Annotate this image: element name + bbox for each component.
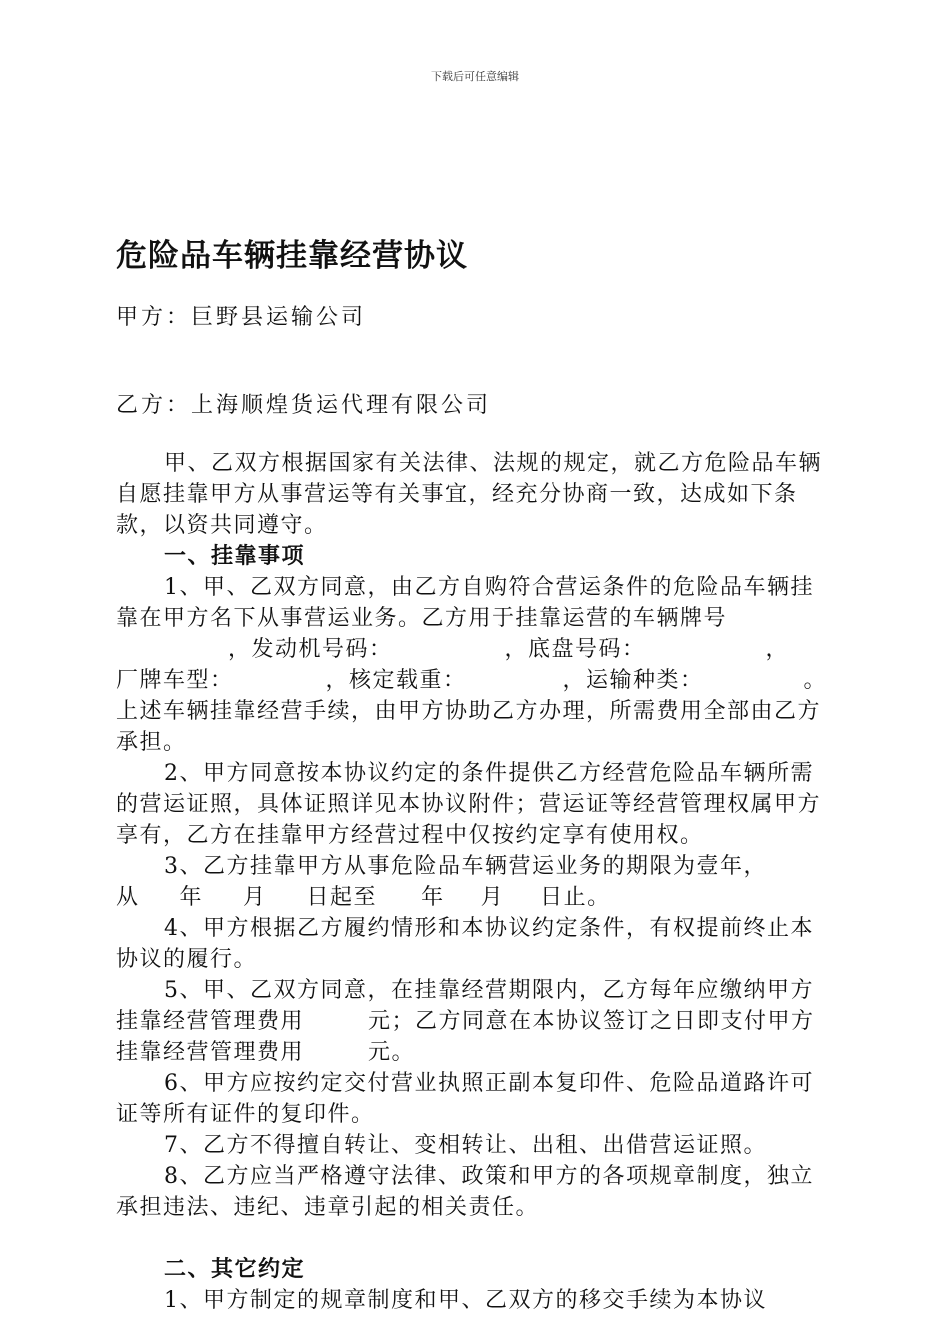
clause-1-1-text2: 上述车辆挂靠经营手续，由甲方协助乙方办理，所需费用全部由乙方承担。 [116, 699, 822, 755]
month-label: 月 [243, 885, 267, 910]
section-gap [116, 1223, 834, 1254]
comma: ， [765, 637, 790, 662]
section-1-heading: 一、挂靠事项 [164, 544, 306, 569]
clause-1-3-dates [116, 882, 834, 913]
end-year-label: 年 [421, 885, 445, 910]
end-day-label: 日止。 [540, 885, 611, 910]
section-2-heading: 二、其它约定 [164, 1257, 306, 1282]
clause-1-1-model-line [116, 665, 834, 696]
clause-1-3 [116, 851, 834, 882]
from-label: 从 [116, 885, 140, 910]
clause-1-3-text: 3、乙方挂靠甲方从事危险品车辆营运业务的期限为壹年， [164, 854, 767, 879]
year-label: 年 [179, 885, 204, 910]
clause-1-5-text: 5、甲、乙双方同意，在挂靠经营期限内，乙方每年应缴纳甲方挂靠经营管理费用 [116, 978, 814, 1034]
intro-paragraph: 甲、乙双方根据国家有关法律、法规的规定，就乙方危险品车辆自愿挂靠甲方从事营运等有关事宜，经充分协商一致，达成如下条款，以资共同遵守。 [116, 451, 823, 538]
clause-1-5-fee-text: 元；乙方同意在本协议签订之日即支付甲方挂靠经营管理费用 [116, 1009, 815, 1065]
brand-model-label: 厂牌车型： [116, 668, 234, 693]
clause-1-1-text: 1、甲、乙双方同意，由乙方自购符合营运条件的危险品车辆挂靠在甲方名下从事营运业务。乙方用于挂靠运营的车辆牌号 [116, 575, 814, 631]
party-b: 乙方：上海顺煌货运代理有限公司 [116, 393, 492, 418]
agreement-body [116, 448, 834, 1316]
document-title: 危险品车辆挂靠经营协议 [116, 238, 468, 274]
clause-1-1-vehicle-line [116, 634, 834, 665]
clause-1-7: 7、乙方不得擅自转让、变相转让、出租、出借营运证照。 [164, 1133, 767, 1158]
clause-2-1: 1、甲方制定的规章制度和甲、乙双方的移交手续为本协议 [164, 1288, 767, 1313]
end-month-label: 月 [480, 885, 505, 910]
party-a: 甲方：巨野县运输公司 [116, 305, 367, 330]
transport-type-label: ，运输种类： [562, 668, 704, 693]
clause-1-5-end: 元。 [368, 1040, 416, 1065]
engine-number-label: ，发动机号码： [228, 637, 393, 662]
clause-1-1 [116, 572, 834, 634]
clause-1-2: 2、甲方同意按本协议约定的条件提供乙方经营危险品车辆所需的营运证照，具体证照详见本协议附件；营运证等经营管理权属甲方享有，乙方在挂靠甲方经营过程中仅按约定享有使用权。 [116, 761, 822, 848]
rated-load-label: ，核定载重： [325, 668, 467, 693]
clause-1-4: 4、甲方根据乙方履约情形和本协议约定条件，有权提前终止本协议的履行。 [116, 916, 814, 972]
start-day-label: 日起至 [306, 885, 378, 910]
clause-1-6: 6、甲方应按约定交付营业执照正副本复印件、危险品道路许可证等所有证件的复印件。 [116, 1071, 814, 1127]
clause-1-8: 8、乙方应当严格遵守法律、政策和甲方的各项规章制度，独立承担违法、违纪、违章引起的相关责任。 [116, 1164, 814, 1220]
page-header-note: 下载后可任意编辑 [431, 70, 519, 83]
chassis-number-label: ，底盘号码： [504, 637, 646, 662]
clause-1-5 [116, 975, 834, 1068]
period: 。 [803, 668, 828, 693]
